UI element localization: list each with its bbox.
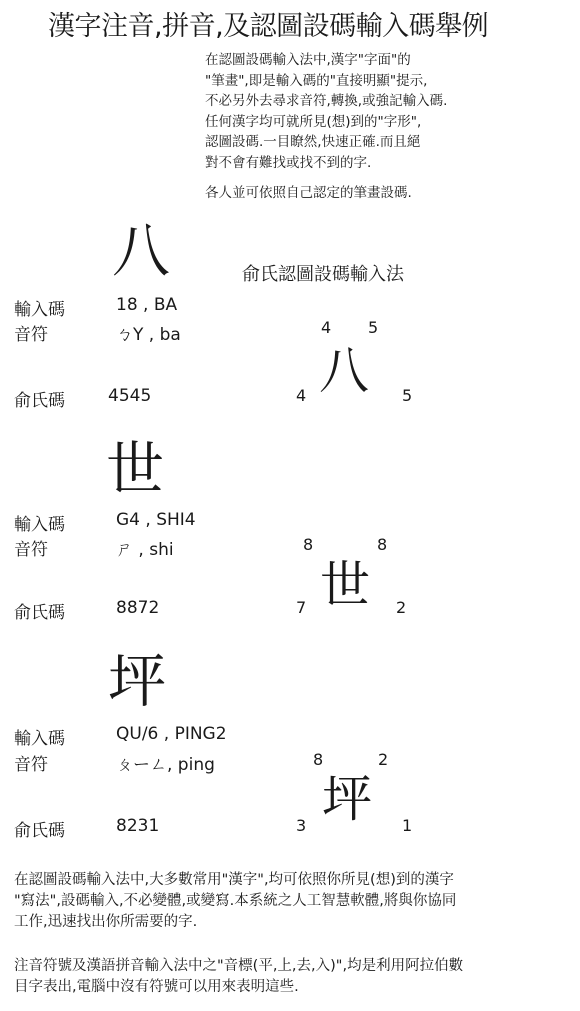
footer-line: 目字表出,電腦中沒有符號可以用來表明這些. (14, 979, 299, 995)
example-char-ba: 八 (112, 217, 171, 285)
stroke-diagram-char: 世 (320, 556, 370, 614)
input-code-label: 輸入碼 (14, 729, 65, 749)
example-char-shi: 世 (106, 435, 165, 503)
stroke-num-top-left: 8 (303, 535, 314, 554)
stroke-diagram-char: 八 (319, 342, 369, 400)
footer-line: 注音符號及漢語拼音輸入法中之"音標(平,上,去,入)",均是利用阿拉伯數 (14, 958, 464, 974)
footer-paragraph-1 (14, 870, 456, 933)
stroke-num-right: 1 (402, 816, 413, 835)
stroke-num-top-right: 8 (377, 535, 388, 554)
footer-line: 在認圖設碼輸入法中,大多數常用"漢字",均可依照你所見(想)到的漢字 (14, 872, 454, 888)
phonetic-value: ㄅY , ba (116, 325, 181, 345)
phonetic-label: 音符 (14, 755, 48, 775)
input-code-value: 18 , BA (116, 295, 178, 315)
phonetic-value: ㄕ , shi (116, 540, 174, 560)
page-title: 漢字注音,拼音,及認圖設碼輸入碼舉例 (48, 11, 489, 42)
intro-line: 對不會有難找或找不到的字. (205, 154, 372, 171)
footer-line: "寫法",設碼輸入,不必變體,或變寫.本系統之人工智慧軟體,將與你協同 (14, 893, 457, 909)
phonetic-value: ㄆーㄥ, ping (116, 755, 215, 775)
yu-code-label: 俞氏碼 (14, 603, 65, 623)
yu-code-value: 8872 (116, 598, 160, 618)
stroke-num-right: 2 (396, 598, 407, 617)
input-code-label: 輸入碼 (14, 300, 65, 320)
input-code-value: QU/6 , PING2 (116, 724, 227, 744)
intro-line: 各人並可依照自己認定的筆畫設碼. (205, 185, 412, 201)
footer-paragraph-2 (14, 956, 463, 998)
yu-code-value: 8231 (116, 816, 160, 836)
intro-line: 任何漢字均可就所見(想)到的"字形", (205, 113, 422, 130)
stroke-num-top-left: 4 (321, 318, 332, 337)
stroke-num-left: 3 (296, 816, 307, 835)
stroke-diagram-char: 坪 (322, 770, 372, 828)
intro-line: "筆畫",即是輸入碼的"直接明顯"提示, (205, 72, 428, 89)
example-char-ping: 坪 (108, 647, 167, 715)
stroke-num-right: 5 (402, 386, 413, 405)
intro-line: 不必另外去尋求音符,轉換,或強記輸入碼. (205, 93, 448, 109)
yu-code-label: 俞氏碼 (14, 391, 65, 411)
stroke-num-top-right: 2 (378, 750, 389, 769)
input-code-value: G4 , SHI4 (116, 510, 196, 530)
input-code-label: 輸入碼 (14, 515, 65, 535)
stroke-num-top-left: 8 (313, 750, 324, 769)
stroke-num-left: 7 (296, 598, 307, 617)
method-heading: 俞氏認圖設碼輸入法 (242, 264, 404, 285)
intro-line: 認圖設碼.一目瞭然,快速正確.而且絕 (205, 134, 421, 150)
stroke-num-left: 4 (296, 386, 307, 405)
intro-line: 在認圖設碼輸入法中,漢字"字面"的 (205, 52, 411, 68)
phonetic-label: 音符 (14, 325, 48, 345)
phonetic-label: 音符 (14, 540, 48, 560)
stroke-num-top-right: 5 (368, 318, 379, 337)
intro-paragraph (205, 50, 447, 204)
yu-code-label: 俞氏碼 (14, 821, 65, 841)
footer-line: 工作,迅速找出你所需要的字. (14, 914, 198, 930)
yu-code-value: 4545 (108, 386, 152, 406)
